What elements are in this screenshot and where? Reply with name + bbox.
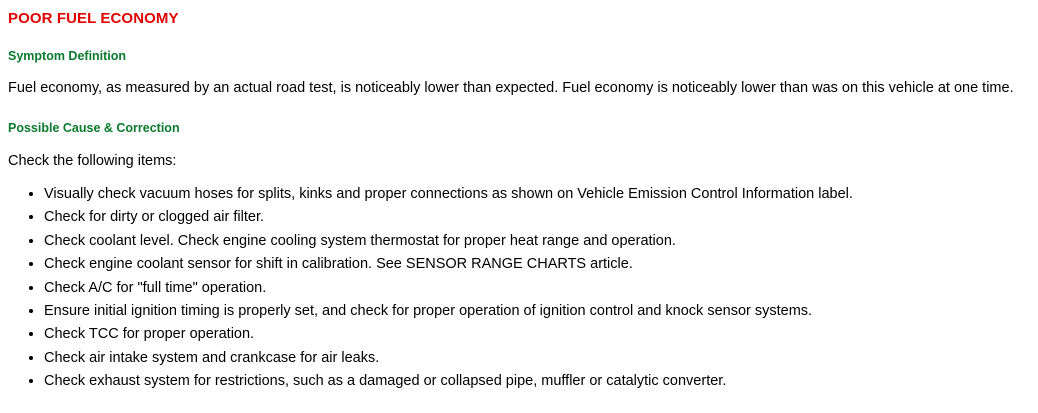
list-item: • Visually check vacuum hoses for splits, kinks and proper connections as shown on Vehicle Emission Control Information label. (44, 183, 1028, 206)
section-heading-possible-cause-correction: Possible Cause & Correction (8, 120, 180, 135)
list-item: • Check for dirty or clogged air filter. (44, 206, 1028, 229)
list-item: • Check air intake system and crankcase for air leaks. (44, 347, 1028, 370)
list-item: • Check exhaust system for restrictions, such as a damaged or collapsed pipe, muffler or catalytic converter. (44, 370, 1028, 393)
list-item: • Check coolant level. Check engine cooling system thermostat for proper heat range and operation. (44, 230, 1028, 253)
list-item: • Ensure initial ignition timing is properly set, and check for proper operation of ignition control and knock sensor systems. (44, 300, 1028, 323)
check-list (8, 183, 1028, 394)
page-title: POOR FUEL ECONOMY (8, 10, 179, 27)
list-item: • Check A/C for "full time" operation. (44, 277, 1028, 300)
symptom-definition-paragraph: Fuel economy, as measured by an actual road test, is noticeably lower than expected. Fuel economy is noticeably lower than was on this vehicle at one time. (8, 80, 1014, 96)
list-item: • Check TCC for proper operation. (44, 323, 1028, 346)
list-item: • Check engine coolant sensor for shift in calibration. See SENSOR RANGE CHARTS article. (44, 253, 1028, 276)
check-list-intro: Check the following items: (8, 152, 177, 169)
section-heading-symptom-definition: Symptom Definition (8, 49, 127, 63)
